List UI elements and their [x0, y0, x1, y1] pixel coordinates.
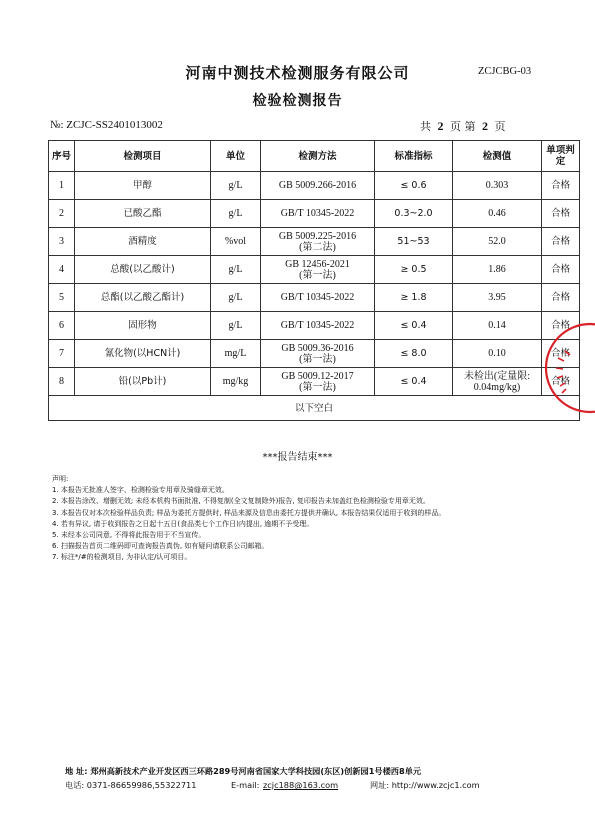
cell-item: 总酯(以乙酸乙酯计): [75, 284, 211, 312]
cell-method: GB 5009.12-2017 (第一法): [261, 368, 375, 396]
company-name: 河南中测技术检测服务有限公司: [185, 64, 410, 82]
page-mid: 页 第: [450, 120, 476, 133]
cell-no: 1: [49, 172, 75, 200]
statement-title: 声明:: [52, 475, 69, 483]
page-info: [420, 118, 506, 134]
cell-standard: ≥ 1.8: [375, 284, 453, 312]
cell-method: GB 5009.266-2016: [261, 172, 375, 200]
cell-no: 6: [49, 312, 75, 340]
report-title: 检验检测报告: [252, 93, 343, 109]
stamp-text-marks: [556, 351, 570, 393]
header-method: 检测方法: [261, 141, 375, 172]
page-suffix: 页: [494, 120, 506, 133]
header-standard: 标准指标: [375, 141, 453, 172]
cell-item: 氰化物(以HCN计): [75, 340, 211, 368]
total-pages: 2: [437, 119, 444, 133]
cell-no: 4: [49, 256, 75, 284]
cell-judge: 合格: [542, 228, 580, 256]
cell-judge: 合格: [542, 284, 580, 312]
footer-phone: 电话: 0371-86659986,55322711: [65, 780, 197, 790]
document-code: ZCJCBG-03: [478, 66, 532, 77]
cell-standard: ≤ 0.6: [375, 172, 453, 200]
cell-standard: 0.3~2.0: [375, 200, 453, 228]
report-end-text: ***报告结束***: [262, 452, 333, 463]
statement-item: 7. 标注*/#的检测项目, 为非认定/认可项目。: [52, 553, 192, 562]
cell-value: 0.46: [453, 200, 542, 228]
cell-standard: ≥ 0.5: [375, 256, 453, 284]
table-row: [49, 312, 580, 340]
page-prefix: 共: [420, 120, 431, 133]
cell-value: 52.0: [453, 228, 542, 256]
statement-item: 5. 未经本公司同意, 不得将此报告用于不当宣传。: [52, 531, 206, 540]
report-number: №: ZCJC-SS2401013002: [50, 119, 163, 131]
cell-value: 0.10: [453, 340, 542, 368]
cell-value: 3.95: [453, 284, 542, 312]
cell-method: GB/T 10345-2022: [261, 312, 375, 340]
header-unit: 单位: [211, 141, 261, 172]
cell-unit: g/L: [211, 172, 261, 200]
table-row: [49, 172, 580, 200]
cell-method: GB 5009.225-2016 (第二法): [261, 228, 375, 256]
statement-item: 6. 扫描报告首页二维码即可查询报告真伪, 如有疑问请联系公司邮箱。: [52, 542, 269, 551]
header-judge: 单项判定: [542, 141, 580, 172]
footer-email-label: E-mail:: [231, 780, 260, 790]
cell-unit: %vol: [211, 228, 261, 256]
footer-website[interactable]: 网址: http://www.zcjc1.com: [370, 780, 480, 790]
cell-no: 3: [49, 228, 75, 256]
header-value: 检测值: [453, 141, 542, 172]
cell-judge: 合格: [542, 172, 580, 200]
statement-item: 4. 若有异议, 请于收到报告之日起十五日(食品类七个工作日)内提出, 逾期不予受理。: [52, 519, 314, 528]
cell-no: 5: [49, 284, 75, 312]
cell-value: 未检出(定量限: 0.04mg/kg): [453, 368, 542, 396]
cell-standard: ≤ 0.4: [375, 368, 453, 396]
cell-unit: mg/L: [211, 340, 261, 368]
statement-item: 3. 本报告仅对本次检验样品负责; 样品为委托方提供时, 样品来源及信息由委托方提供并确认, 本报告结果仅适用于收到的样品。: [52, 508, 446, 517]
cell-item: 固形物: [75, 312, 211, 340]
footer-email-link[interactable]: zcjc188@163.com: [263, 780, 339, 790]
cell-judge: 合格: [542, 368, 580, 396]
cell-method: GB/T 10345-2022: [261, 200, 375, 228]
cell-no: 8: [49, 368, 75, 396]
blank-note: 以下空白: [49, 396, 580, 421]
cell-item: 铅(以Pb计): [75, 368, 211, 396]
cell-judge: 合格: [542, 200, 580, 228]
cell-value: 0.14: [453, 312, 542, 340]
cell-item: 总酸(以乙酸计): [75, 256, 211, 284]
stamp-ring: [546, 324, 595, 412]
cell-value: 1.86: [453, 256, 542, 284]
cell-standard: ≤ 8.0: [375, 340, 453, 368]
table-row: [49, 368, 580, 396]
cell-unit: g/L: [211, 256, 261, 284]
table-row: [49, 340, 580, 368]
cell-no: 7: [49, 340, 75, 368]
table-row: [49, 200, 580, 228]
cell-standard: ≤ 0.4: [375, 312, 453, 340]
cell-judge: 合格: [542, 340, 580, 368]
cell-judge: 合格: [542, 312, 580, 340]
header-no: 序号: [49, 141, 75, 172]
cell-unit: g/L: [211, 312, 261, 340]
table-row: [49, 228, 580, 256]
cell-unit: g/L: [211, 284, 261, 312]
cell-value: 0.303: [453, 172, 542, 200]
table-row: [49, 256, 580, 284]
current-page: 2: [482, 119, 488, 133]
blank-row: [49, 396, 580, 421]
cell-method: GB/T 10345-2022: [261, 284, 375, 312]
cell-standard: 51~53: [375, 228, 453, 256]
header-item: 检测项目: [75, 141, 211, 172]
statement-section: [52, 474, 582, 564]
cell-method: GB 12456-2021 (第一法): [261, 256, 375, 284]
cell-item: 甲醇: [75, 172, 211, 200]
cell-item: 已酸乙酯: [75, 200, 211, 228]
table-row: [49, 284, 580, 312]
table-header-row: [49, 141, 580, 172]
inspection-seal-stamp: [540, 318, 595, 418]
footer-address: 地 址: 郑州高新技术产业开发区西三环路289号河南省国家大学科技园(东区)创新园1号楼西8单元: [65, 766, 422, 776]
statement-item: 1. 本报告无批准人签字、检测检验专用章及骑缝章无效。: [52, 486, 229, 495]
results-table: [48, 140, 580, 421]
statement-item: 2. 本报告涂改、增删无效; 未经本机构书面批准, 不得复制(全文复制除外)报告, 复印报告未加盖红色检测检验专用章无效。: [52, 497, 430, 506]
cell-judge: 合格: [542, 256, 580, 284]
cell-unit: g/L: [211, 200, 261, 228]
cell-unit: mg/kg: [211, 368, 261, 396]
cell-method: GB 5009.36-2016 (第一法): [261, 340, 375, 368]
cell-item: 酒精度: [75, 228, 211, 256]
cell-no: 2: [49, 200, 75, 228]
